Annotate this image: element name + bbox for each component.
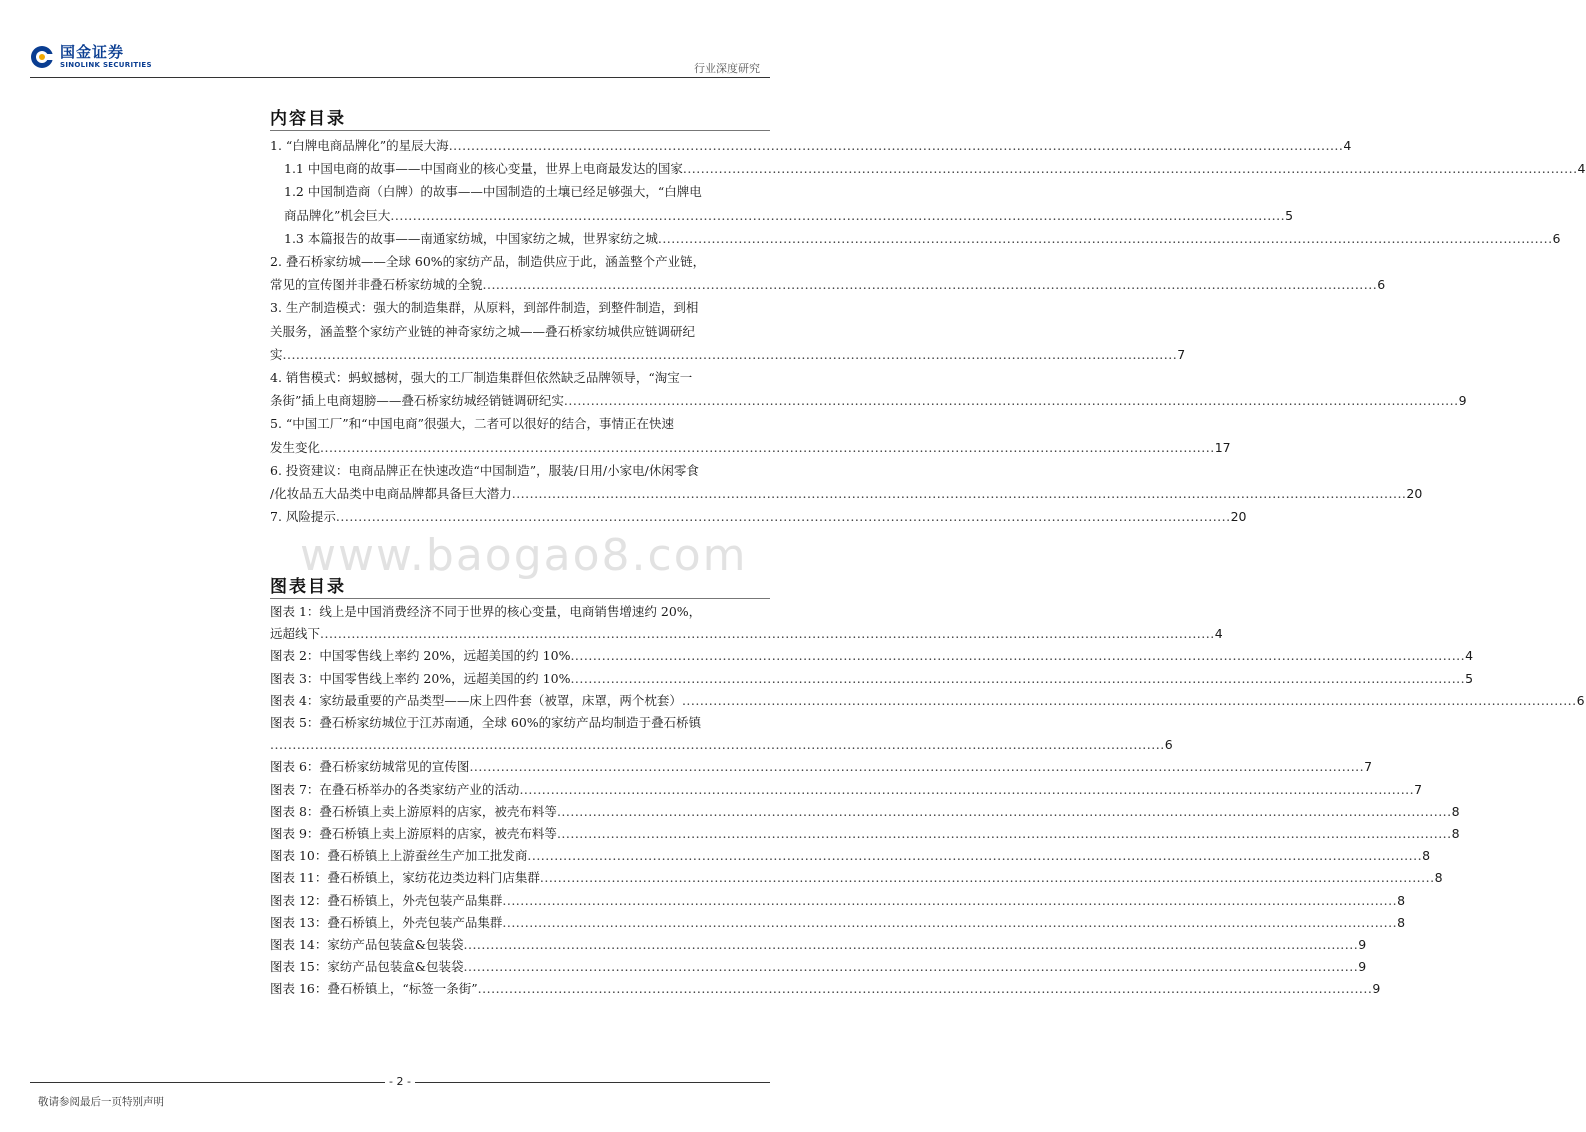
figure-entry-text: 图表 4：家纺最重要的产品类型——床上四件套（被罩，床罩，两个枕套） xyxy=(270,692,682,708)
dot-leader: ........................................................................................................................................................................................................ xyxy=(469,759,1365,775)
figure-entry[interactable] xyxy=(270,601,1223,645)
figure-entry-text: 图表 7：在叠石桥举办的各类家纺产业的活动 xyxy=(270,781,520,797)
toc-entry-page-number: 20 xyxy=(1406,486,1423,502)
figure-entry[interactable] xyxy=(270,690,1585,712)
figure-entry[interactable] xyxy=(270,978,1381,1000)
dot-leader: ........................................................................................................................................................................................................ xyxy=(527,848,1423,864)
dot-leader: ........................................................................................................................................................................................................ xyxy=(556,826,1452,842)
dot-leader: ........................................................................................................................................................................................................ xyxy=(282,346,1178,362)
figure-entry-text: 图表 6：叠石桥家纺城常见的宣传图 xyxy=(270,759,470,775)
figure-entry-page-number: 8 xyxy=(1434,870,1443,886)
logo-english-name: SINOLINK SECURITIES xyxy=(60,61,152,69)
toc-entry[interactable] xyxy=(270,459,1423,505)
dot-leader: ........................................................................................................................................................................................................ xyxy=(539,870,1435,886)
figure-entry[interactable] xyxy=(270,912,1406,934)
toc-entry-page-number: 9 xyxy=(1458,393,1467,409)
dot-leader: ........................................................................................................................................................................................................ xyxy=(463,959,1359,975)
figure-entry-text: 图表 3：中国零售线上率约 20%，远超美国的约 10% xyxy=(270,670,571,686)
figure-entry-page-number: 4 xyxy=(1465,648,1474,664)
logo-chinese-name: 国金证券 xyxy=(60,43,125,61)
page-number-text: - 2 - xyxy=(385,1075,415,1088)
toc-entry-text: 5. “中国工厂”和“中国电商”很强大，二者可以很好的结合，事情正在快速 xyxy=(270,416,674,432)
toc-entry-page-number: 6 xyxy=(1377,277,1386,293)
toc-entry[interactable] xyxy=(270,412,1231,458)
page-header xyxy=(0,0,800,80)
figure-entry-text: 图表 8：叠石桥镇上卖上游原料的店家，被壳布料等 xyxy=(270,803,557,819)
figure-entry-text: 图表 2：中国零售线上率约 20%，远超美国的约 10% xyxy=(270,648,571,664)
toc-entry-text: 3. 生产制造模式：强大的制造集群，从原料，到部件制造，到整件制造，到相 xyxy=(270,300,699,316)
toc-entry-page-number: 7 xyxy=(1177,346,1186,362)
figure-entry[interactable] xyxy=(270,779,1423,801)
toc-entry-text: 6. 投资建议：电商品牌正在快速改造“中国制造”，服装/日用/小家电/休闲零食 xyxy=(270,462,699,478)
figure-entry[interactable] xyxy=(270,890,1406,912)
toc-entry-text: 发生变化 xyxy=(270,439,321,455)
dot-leader: ........................................................................................................................................................................................................ xyxy=(320,626,1215,642)
page-number xyxy=(0,1075,800,1088)
figure-entry-page-number: 8 xyxy=(1397,914,1406,930)
company-logo xyxy=(30,45,152,69)
toc-entry[interactable] xyxy=(270,157,1586,180)
dot-leader: ........................................................................................................................................................................................................ xyxy=(681,692,1577,708)
figure-entry-text: 图表 10：叠石桥镇上上游蚕丝生产加工批发商 xyxy=(270,848,528,864)
sinolink-logo-icon xyxy=(30,45,54,69)
dot-leader: ........................................................................................................................................................................................................ xyxy=(502,914,1398,930)
dot-leader: ........................................................................................................................................................................................................ xyxy=(482,277,1378,293)
toc-title: 内容目录 xyxy=(270,109,346,129)
dot-leader: ........................................................................................................................................................................................................ xyxy=(563,393,1459,409)
toc-entry[interactable] xyxy=(270,180,1294,226)
dot-leader: ........................................................................................................................................................................................................ xyxy=(502,892,1398,908)
report-type-label: 行业深度研究 xyxy=(694,62,760,75)
toc-entry-text: /化妆品五大品类中电商品牌都具备巨大潜力 xyxy=(270,486,512,502)
figure-list-title: 图表目录 xyxy=(270,577,346,597)
toc-entry-text: 2. 叠石桥家纺城——全球 60%的家纺产品，制造供应于此，涵盖整个产业链， xyxy=(270,254,706,270)
figure-entry-text: 远超线下 xyxy=(270,626,321,642)
toc-entry[interactable] xyxy=(270,134,1352,157)
toc-entry-text: 商品牌化”机会巨大 xyxy=(284,207,391,223)
figure-entry-page-number: 9 xyxy=(1358,937,1367,953)
figure-entry-text: 图表 9：叠石桥镇上卖上游原料的店家，被壳布料等 xyxy=(270,826,557,842)
dot-leader: ........................................................................................................................................................................................................ xyxy=(556,803,1452,819)
toc-entry-text: 7. 风险提示 xyxy=(270,509,336,525)
dot-leader: ........................................................................................................................................................................................................ xyxy=(463,937,1359,953)
figure-entry-page-number: 6 xyxy=(1164,737,1173,753)
list-of-figures xyxy=(270,601,1585,1001)
figure-entry-page-number: 5 xyxy=(1465,670,1474,686)
figure-entry[interactable] xyxy=(270,845,1431,867)
toc-entry-text: 1.1 中国电商的故事——中国商业的核心变量，世界上电商最发达的国家 xyxy=(284,161,683,177)
figure-entry-page-number: 8 xyxy=(1397,892,1406,908)
dot-leader: ........................................................................................................................................................................................................ xyxy=(657,230,1553,246)
figure-entry-text: 图表 5：叠石桥家纺城位于江苏南通，全球 60%的家纺产品均制造于叠石桥镇 xyxy=(270,715,702,731)
dot-leader: ........................................................................................................................................................................................................ xyxy=(511,486,1407,502)
toc-entry-page-number: 6 xyxy=(1552,230,1561,246)
figure-entry-text: 图表 15：家纺产品包装盒&包装袋 xyxy=(270,959,464,975)
dot-leader: ........................................................................................................................................................................................................ xyxy=(335,509,1231,525)
toc-entry[interactable] xyxy=(270,227,1561,250)
figure-entry[interactable] xyxy=(270,934,1367,956)
figure-entry[interactable] xyxy=(270,756,1373,778)
toc-entry[interactable] xyxy=(270,250,1386,296)
toc-entry-page-number: 20 xyxy=(1230,509,1247,525)
toc-entry-page-number: 4 xyxy=(1577,161,1586,177)
figure-entry-text: 图表 1：线上是中国消费经济不同于世界的核心变量，电商销售增速约 20%， xyxy=(270,604,702,619)
toc-entry-text: 关服务，涵盖整个家纺产业链的神奇家纺之城——叠石桥家纺城供应链调研纪 xyxy=(270,323,696,339)
toc-entry-page-number: 17 xyxy=(1214,439,1231,455)
figure-entry-page-number: 8 xyxy=(1422,848,1431,864)
figure-entry[interactable] xyxy=(270,823,1460,845)
dot-leader: ........................................................................................................................................................................................................ xyxy=(477,981,1373,997)
toc-entry-text: 实 xyxy=(270,346,283,362)
figure-entry-page-number: 9 xyxy=(1372,981,1381,997)
toc-entry-text: 1. “白牌电商品牌化”的星辰大海 xyxy=(270,138,449,153)
figure-entry[interactable] xyxy=(270,645,1474,667)
table-of-contents xyxy=(270,134,1586,528)
dot-leader: ........................................................................................................................................................................................................ xyxy=(570,648,1466,664)
header-divider xyxy=(30,77,770,78)
dot-leader: ........................................................................................................................................................................................................ xyxy=(570,670,1466,686)
dot-leader: ........................................................................................................................................................................................................ xyxy=(519,781,1415,797)
figure-entry[interactable] xyxy=(270,956,1367,978)
toc-title-divider xyxy=(270,130,770,131)
toc-entry-text: 条街”插上电商翅膀——叠石桥家纺城经销链调研纪实 xyxy=(270,393,564,409)
figure-entry-text: 图表 14：家纺产品包装盒&包装袋 xyxy=(270,937,464,953)
toc-entry-page-number: 4 xyxy=(1343,138,1352,153)
dot-leader: ........................................................................................................................................................................................................ xyxy=(270,737,1165,753)
figure-entry[interactable] xyxy=(270,801,1460,823)
toc-entry-text: 1.3 本篇报告的故事——南通家纺城，中国家纺之城，世界家纺之城 xyxy=(284,230,658,246)
toc-entry-text: 4. 销售模式：蚂蚁撼树，强大的工厂制造集群但依然缺乏品牌领导，“淘宝一 xyxy=(270,370,693,386)
toc-entry[interactable] xyxy=(270,296,1186,366)
figure-entry[interactable] xyxy=(270,867,1443,889)
toc-entry-text: 1.2 中国制造商（白牌）的故事——中国制造的土壤已经足够强大，“白牌电 xyxy=(284,184,702,200)
figure-entry-text: 图表 13：叠石桥镇上，外壳包装产品集群 xyxy=(270,914,503,930)
dot-leader: ........................................................................................................................................................................................................ xyxy=(448,138,1344,153)
figure-list-title-divider xyxy=(270,598,770,599)
figure-entry[interactable] xyxy=(270,712,1173,756)
figure-entry-page-number: 8 xyxy=(1451,826,1460,842)
disclaimer-note: 敬请参阅最后一页特别声明 xyxy=(38,1096,164,1108)
watermark: www.baogao8.com xyxy=(300,530,748,581)
figure-entry-text: 图表 12：叠石桥镇上，外壳包装产品集群 xyxy=(270,892,503,908)
toc-entry[interactable] xyxy=(270,366,1467,412)
toc-entry[interactable] xyxy=(270,505,1247,528)
figure-entry-page-number: 8 xyxy=(1451,803,1460,819)
figure-entry-text: 图表 16：叠石桥镇上，“标签一条街” xyxy=(270,981,478,997)
dot-leader: ........................................................................................................................................................................................................ xyxy=(390,207,1286,223)
dot-leader: ........................................................................................................................................................................................................ xyxy=(320,439,1215,455)
toc-entry-text: 常见的宣传图并非叠石桥家纺城的全貌 xyxy=(270,277,483,293)
figure-entry[interactable] xyxy=(270,668,1474,690)
figure-entry-page-number: 7 xyxy=(1414,781,1423,797)
dot-leader: ........................................................................................................................................................................................................ xyxy=(682,161,1578,177)
figure-entry-page-number: 6 xyxy=(1576,692,1585,708)
figure-entry-page-number: 7 xyxy=(1364,759,1373,775)
figure-entry-page-number: 4 xyxy=(1214,626,1223,642)
figure-entry-text: 图表 11：叠石桥镇上，家纺花边类边料门店集群 xyxy=(270,870,540,886)
figure-entry-page-number: 9 xyxy=(1358,959,1367,975)
toc-entry-page-number: 5 xyxy=(1285,207,1294,223)
